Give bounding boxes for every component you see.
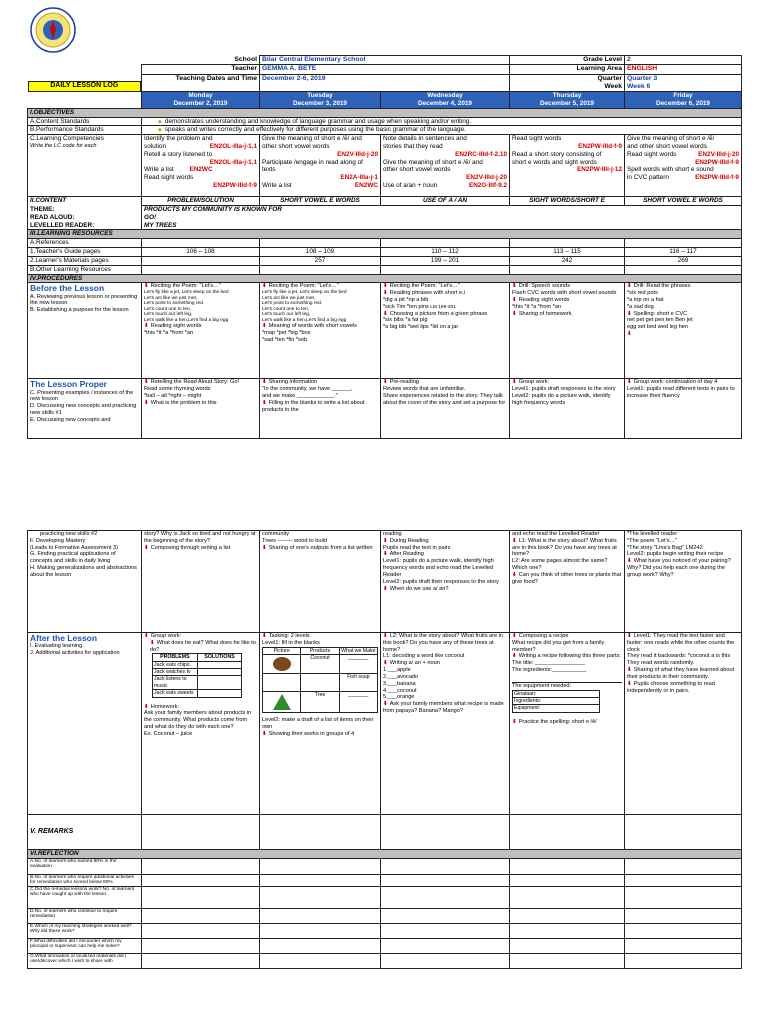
day-header-tuesday: Tuesday December 3, 2019 [260,92,381,109]
content-title: II.CONTENT [28,197,142,206]
day-header-thursday: Thursday December 5, 2019 [510,92,625,109]
teaching-dates-label: Teaching Dates and Time [142,74,260,92]
references-label: A.References [28,239,142,248]
lm-pages-monday [142,256,260,265]
quarter-week: Quarter 3 Week 6 [625,74,742,92]
reflection-item: C.Did the remedial lessons work? No. of learners who have caught up with the lesson. [28,886,142,908]
topic-wednesday: USE OF A / AN [381,197,510,206]
competencies-monday: Identify the problem and solution EN2OL-IIIa-j-1.1 Retell a story listened to EN2OL-IIIa-j-1.1 Write a list EN2WC Read sight words EN2PW-IIId-f-9 [142,135,260,197]
day-header-wednesday: Wednesday December 4, 2019 [381,92,510,109]
reflection-title: VI.REFLECTION [28,850,742,859]
proper2-tuesday: community Trees -------- wood to build ⬇ Sharing of one's outputs from a list written [260,531,381,633]
objectives-title: I.OBJECTIVES [28,108,742,117]
lesson-log-table-top [27,55,742,439]
learning-competencies-label: C.Learning Competencies Write the LC code for each [28,135,142,197]
after-friday: ⬇ Level1: They read the text faster and faster: one reads while the other counts the clock They read it backwards: *coconut a is this They read words randomly. ⬇ Sharing of what they have learned about their products in their community. ⬇ Pupils choose something to read independently or in pairs. [625,633,742,815]
tg-pages-monday: 106 – 108 [142,248,260,257]
read-aloud-label: READ ALOUD: [28,214,142,222]
competencies-wednesday: Note details in sentences and stories that they read EN2RC-IIId-f-2.10 Give the meaning of short e /ĕ/ and other short vowel words EN2V-IIId-j-20 Use of a/an + noun EN2G-IIIf-9.2 [381,135,510,197]
levelled-reader-label: LEVELLED READER: [28,222,142,230]
after-monday: ⬇ Group work: ⬇ What does he eat? What does he like to do? PROBLEMS SOLUTIONS Jack eats chips. Jack watches tv Jack listens to music Jack eats sweets ⬇ Homework: Ask your family members about products in the community. What products come from and what do they do with each one? Ex. Coconut – juice [142,633,260,815]
after-tuesday: ⬇ Tasking: 2 levels Level1: fill in the blanks Picture Products What we Make Coconut _______ Fish soup Tree _______ Level2: make a draft of a list of items on their own ⬇ Showing their works in groups of 4 [260,633,381,815]
day-header-monday: Monday December 2, 2019 [142,92,260,109]
tree-picture [273,694,291,710]
remarks-title: V. REMARKS [28,815,142,850]
before-tuesday: ⬇ Reciting the Poem: "Let's…" Let's fly like a jet, Let's sleep on the bed Let's act like we just met, Let's point to something red. Let's count one to ten, Let's touch our left leg, Let's walk like a hen,Let's find a big egg ⬇ Meaning of words with short vowels *map *pet *big *box *sad *ten *fin *sob [260,283,381,379]
reflection-item: A.No. of learners who earned 80% in the evaluation [28,858,142,874]
proper-thursday: ⬇ Group work: Level1: pupils draft responses to the story Level2: pupils do a picture walk, identify high frequency words [510,379,625,439]
lm-pages-friday: 269 [625,256,742,265]
performance-standards-text: ◆ speaks and writes correctly and effectively for different purposes using the basic grammar of the language. [142,126,742,135]
performance-standards-label: B.Performance Standards [28,126,142,135]
lm-pages-label: 2.Learner's Materials pages [28,256,142,265]
school-name: Bilar Central Elementary School [260,56,510,65]
quarter-week-label: Quarter Week [510,74,625,92]
proper-monday: ⬇ Retelling the Read Aloud Story: Go! Read some rhyming words *ball – all *right – might ⬇ What is the problem in this [142,379,260,439]
daily-lesson-log-title: DAILY LESSON LOG [28,81,142,92]
lm-pages-thursday: 242 [510,256,625,265]
learning-area: ENGLISH [625,65,742,74]
day-header-friday: Friday December 6, 2019 [625,92,742,109]
school-label: School [142,56,260,65]
grade-level-label: Grade Level [510,56,625,65]
before-thursday: ⬇ Drill: Speech sounds Flash CVC words with short vowel sounds ⬇ Reading sight words *this *it *a *from *an ⬇ Sharing of homework [510,283,625,379]
topic-tuesday: SHORT VOWEL E WORDS [260,197,381,206]
levelled-reader-value: MY TREES [142,222,742,230]
tg-pages-thursday: 113 – 115 [510,248,625,257]
other-resources-label: B.Other Learning Resources [28,265,142,274]
after-lesson-label: After the Lesson I. Evaluating learning J. Additional activities for application [28,633,142,815]
reflection-item: E.Which of my teaching strategies worked well? Why did these work? [28,923,142,938]
proper2-friday: *The levelled reader *The poem "Let's…" *The story "Lina's Bag" LM242 Level2: pupils begin writing their recipe ⬇ What have you noticed of your pairing? Why? Did you help each one during the group work? Why? [625,531,742,633]
grade-level: 2 [625,56,742,65]
lesson-log-page-2 [27,530,741,969]
reflection-item: G.What innovation or localized materials did I use/discover which I wish to share with [28,953,142,968]
after-thursday: ⬇ Composing a recipe What recipe did you get from a family member? ⬇ Writing a recipe following this three parts: The title: ________________ The ingredients:___________ The equipment needed: Ginataan: Ingredients: Equipment: ⬇ Practice the spelling: short e /ĕ/ [510,633,625,815]
reflection-item: D.No. of learners who continue to require remediation [28,908,142,923]
competencies-tuesday: Give the meaning of short e /ĕ/ and other short vowel words EN2V-IIId-j-20 Participate /engage in read along of texts EN2A-IIIa-j-1 Write a list EN2WC [260,135,381,197]
competencies-friday: Give the meaning of short e /ĕ/ and other short vowel words EN2V-IIId-j-20 Read sight words EN2PW-IIId-f-9 Spell words with short e sound in CVC pattern EN2PW-IIId-f-9 [625,135,742,197]
topic-monday: PROBLEM/SOLUTION [142,197,260,206]
proper-tuesday: ⬇ Sharing information "In the community, we have ______, and we make ____________." ⬇ Filling in the blanks to write a list about products in the [260,379,381,439]
reflection-item: B.No. of learners who require additional activities for remediation who scored below 80% [28,874,142,886]
before-friday: ⬇ Drill: Read the phrases *six red pots *a top on a hat *a sad dog ⬇ Spelling: short e CVC net pet get pen ten Ben jet egg set bed wed leg hen ⬇ [625,283,742,379]
lesson-proper-label-cont: practicing new skills #2 F. Developing Mastery (Leads to Formative Assessment 3) G. Finding practical applications of concepts and skills in daily living H. Making generalizations and abstractions about the lesson [28,531,142,633]
coconut-picture [273,657,291,671]
tg-pages-wednesday: 110 – 112 [381,248,510,257]
learning-resources-title: III.LEARNING RESOURCES [28,230,742,239]
topic-friday: SHORT VOWEL E WORDS [625,197,742,206]
lesson-log-table-bottom [27,530,742,969]
competencies-thursday: Read sight words EN2PW-IIId-f-9 Read a short story consisting of short e words and sight words EN2PW-IIIi-j-12 [510,135,625,197]
before-wednesday: ⬇ Reciting the Poem: "Let's…" ⬇ Reading phrases with short e,i *dig a pit *rip a bib *sick Tim *ten pins LM 199-201 ⬇ Choosing a picture from a given phrase *six bibs *a fat pig *a big bib *wet lips *lid on a jar [381,283,510,379]
proper-wednesday: ⬇ Pre-reading Review words that are unfamiliar. Share experiences related to the story. They talk about the cover of the story and set a purpose for [381,379,510,439]
proper2-wednesday: reading ⬇ During Reading Pupils read the text in pairs ⬇ After Reading Level1: pupils do a picture walk, identify high frequency words and echo read the Levelled Reader Level2: pupils draft their responses to the story ⬇ When do we use a/ an? [381,531,510,633]
learning-area-label: Learning Area [510,65,625,74]
after-wednesday: ⬇ L2: What is the story about? What fruits are in this book? Do you have any of these trees at home? L1: decoding a word like coconut ⬇ Writing a/ an + noun 1.___apple 2.___avocado 3.___banana 4.___coconut 5.___orange ⬇ Ask your family members what recipe is made from papaya? Banana? Mango? [381,633,510,815]
proper2-thursday: and echo read the Levelled Reader ⬇ L1: What is the story about? What fruits are in this book? Do you have any trees at home? L2: Are some pages almost the same? Which one? ⬇ Can you think of other trees or plants that give food? [510,531,625,633]
tg-pages-label: 1.Teacher's Guide pages [28,248,142,257]
content-standards-label: A.Content Standards [28,117,142,126]
recipe-table: Ginataan: Ingredients: Equipment: [512,690,600,713]
proper2-monday: story? Why is Jack so tired and not hungry at the beginning of the story? ⬇ Composing through writing a list [142,531,260,633]
tg-pages-friday: 116 – 117 [625,248,742,257]
lm-pages-tuesday: 257 [260,256,381,265]
reflection-item: F.What difficulties did I encounter which my principal or supervisor can help me solve? [28,938,142,953]
products-table: Picture Products What we Make Coconut _______ Fish soup Tree _______ [262,647,378,713]
teacher-name: GEMMA A. BETE [260,65,510,74]
teaching-dates: December 2-6, 2019 [260,74,510,92]
content-standards-text: ◆ demonstrates understanding and knowledge of language grammar and usage when speaking and/or writing. [142,117,742,126]
theme-label: THEME: [28,206,142,214]
deped-seal-logo [30,7,76,53]
lm-pages-wednesday: 199 – 201 [381,256,510,265]
lesson-proper-label: The Lesson Proper C. Presenting examples / instances of the new lesson D. Discussing new concepts and practicing new skills #1 E. Discussing new concepts and [28,379,142,439]
topic-thursday: SIGHT WORDS/SHORT E [510,197,625,206]
theme-value: PRODUCTS MY COMMUNITY IS KNOWN FOR [142,206,742,214]
tg-pages-tuesday: 108 – 109 [260,248,381,257]
lesson-log-page-1 [27,55,741,439]
procedures-title: IV.PROCEDURES [28,274,742,283]
teacher-label: Teacher [142,65,260,74]
before-lesson-label: Before the Lesson A. Reviewing previous lesson or presenting the new lesson B. Establishing a purpose for the lesson [28,283,142,379]
before-monday: ⬇ Reciting the Poem: "Let's…" Let's fly like a jet, Let's sleep on the bed Let's act like we just met, Let's point to something red. Let's count one to ten, Let's touch our left leg, Let's walk like a hen,Let's find a big egg ⬇ Reading sight words *this *it *a *from *an [142,283,260,379]
read-aloud-value: GO! [142,214,742,222]
problems-solutions-table: PROBLEMS SOLUTIONS Jack eats chips. Jack watches tv Jack listens to music Jack eats sweets [152,653,242,697]
proper-friday: ⬇ Group work: continuation of day 4 Level1: pupils read different texts in pairs to increase their fluency [625,379,742,439]
